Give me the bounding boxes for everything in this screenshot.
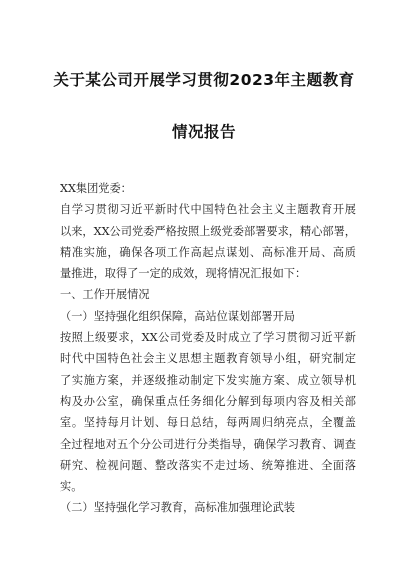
subsection-heading: （一）坚持强化组织保障，高站位谋划部署开局 (60, 309, 295, 323)
paragraph-line: 了实施方案，并逐级推动制定下发实施方案、成立领导机 (60, 373, 356, 387)
paragraph-line: 全过程地对五个分公司进行分类指导，确保学习教育、调查 (60, 437, 356, 451)
document-title-line-2: 情况报告 (171, 123, 236, 141)
subsection-heading: （二）坚持强化学习教育，高标准加强理论武装 (60, 501, 295, 515)
paragraph-line: 构及办公室，确保重点任务细化分解到每项内容及相关部 (60, 394, 356, 408)
paragraph-line: 实。 (60, 480, 83, 494)
section-heading: 一、工作开展情况 (60, 288, 150, 302)
document-title-line-1: 关于某公司开展学习贯彻2023年主题教育 (53, 71, 355, 89)
intro-line: 精准实施，确保各项工作高起点谋划、高标准开局、高质 (60, 245, 356, 259)
salutation: XX集团党委： (60, 182, 132, 195)
paragraph-line: 时代中国特色社会主义思想主题教育领导小组，研究制定 (60, 352, 356, 366)
intro-line: 量推进，取得了一定的成效，现将情况汇报如下： (60, 267, 307, 281)
intro-line: 自学习贯彻习近平新时代中国特色社会主义主题教育开展 (60, 203, 356, 217)
paragraph-line: 研究、检视问题、整改落实不走过场、统筹推进、全面落 (60, 458, 356, 472)
paragraph-line: 室。坚持每月计划、每日总结，每两周归纳亮点，全覆盖 (60, 416, 356, 430)
document-body (60, 178, 356, 519)
paragraph-line: 按照上级要求，XX公司党委及时成立了学习贯彻习近平新 (60, 331, 356, 345)
intro-line: 以来，XX公司党委严格按照上级党委部署要求，精心部署， (60, 224, 356, 238)
